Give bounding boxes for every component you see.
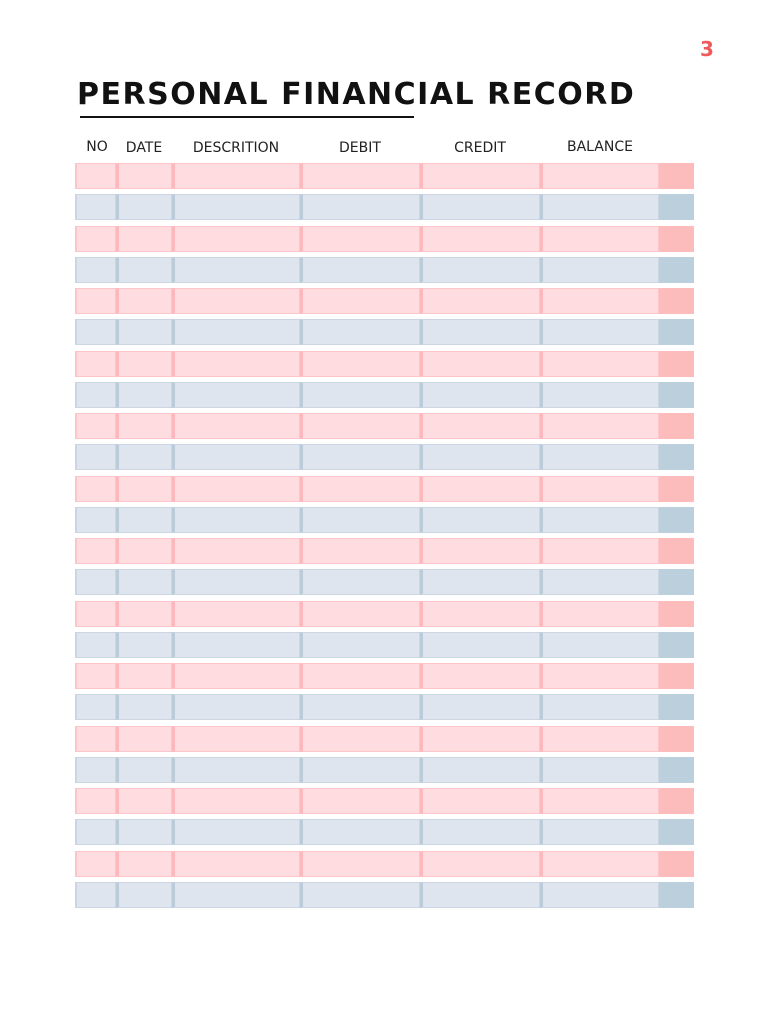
cell-end-tab xyxy=(659,226,694,252)
cell-balance[interactable] xyxy=(540,226,659,252)
cell-end-tab xyxy=(659,288,694,314)
cell-end-tab xyxy=(659,163,694,189)
cell-no[interactable] xyxy=(75,601,116,627)
column-header-debit: DEBIT xyxy=(339,140,381,156)
cell-balance[interactable] xyxy=(540,194,659,220)
cell-description[interactable] xyxy=(172,663,300,689)
cell-end-tab xyxy=(659,194,694,220)
cell-debit[interactable] xyxy=(300,226,420,252)
cell-end-tab xyxy=(659,694,694,720)
cell-balance[interactable] xyxy=(540,663,659,689)
cell-debit[interactable] xyxy=(300,444,420,470)
cell-description[interactable] xyxy=(172,288,300,314)
cell-description[interactable] xyxy=(172,632,300,658)
cell-balance[interactable] xyxy=(540,851,659,877)
cell-debit[interactable] xyxy=(300,319,420,345)
cell-end-tab xyxy=(659,444,694,470)
cell-debit[interactable] xyxy=(300,476,420,502)
cell-description[interactable] xyxy=(172,226,300,252)
column-header-credit: CREDIT xyxy=(454,140,506,156)
cell-balance[interactable] xyxy=(540,726,659,752)
cell-description[interactable] xyxy=(172,882,300,908)
cell-description[interactable] xyxy=(172,476,300,502)
cell-description[interactable] xyxy=(172,569,300,595)
cell-end-tab xyxy=(659,538,694,564)
cell-end-tab xyxy=(659,569,694,595)
cell-credit[interactable] xyxy=(420,194,540,220)
page-number: 3 xyxy=(700,37,714,61)
cell-description[interactable] xyxy=(172,351,300,377)
cell-debit[interactable] xyxy=(300,601,420,627)
table-row xyxy=(75,726,694,752)
cell-description[interactable] xyxy=(172,851,300,877)
cell-description[interactable] xyxy=(172,694,300,720)
cell-description[interactable] xyxy=(172,319,300,345)
column-header-no: NO xyxy=(86,139,108,155)
cell-no[interactable] xyxy=(75,413,116,439)
cell-debit[interactable] xyxy=(300,819,420,845)
cell-no[interactable] xyxy=(75,382,116,408)
table-row xyxy=(75,194,694,220)
cell-date[interactable] xyxy=(116,257,172,283)
cell-debit[interactable] xyxy=(300,632,420,658)
cell-no[interactable] xyxy=(75,569,116,595)
cell-end-tab xyxy=(659,726,694,752)
table-row xyxy=(75,351,694,377)
table-row xyxy=(75,757,694,783)
cell-date[interactable] xyxy=(116,319,172,345)
table-row xyxy=(75,444,694,470)
cell-end-tab xyxy=(659,319,694,345)
cell-end-tab xyxy=(659,663,694,689)
cell-debit[interactable] xyxy=(300,663,420,689)
table-row xyxy=(75,882,694,908)
table-row xyxy=(75,851,694,877)
table-row xyxy=(75,694,694,720)
cell-end-tab xyxy=(659,476,694,502)
cell-no[interactable] xyxy=(75,476,116,502)
cell-credit[interactable] xyxy=(420,819,540,845)
cell-date[interactable] xyxy=(116,413,172,439)
cell-date[interactable] xyxy=(116,444,172,470)
cell-credit[interactable] xyxy=(420,288,540,314)
cell-no[interactable] xyxy=(75,757,116,783)
cell-description[interactable] xyxy=(172,257,300,283)
cell-debit[interactable] xyxy=(300,694,420,720)
cell-credit[interactable] xyxy=(420,257,540,283)
cell-balance[interactable] xyxy=(540,444,659,470)
cell-balance[interactable] xyxy=(540,538,659,564)
cell-date[interactable] xyxy=(116,507,172,533)
cell-credit[interactable] xyxy=(420,413,540,439)
table-row xyxy=(75,538,694,564)
table-row xyxy=(75,819,694,845)
cell-balance[interactable] xyxy=(540,788,659,814)
cell-credit[interactable] xyxy=(420,882,540,908)
cell-credit[interactable] xyxy=(420,663,540,689)
cell-date[interactable] xyxy=(116,351,172,377)
cell-credit[interactable] xyxy=(420,538,540,564)
cell-debit[interactable] xyxy=(300,507,420,533)
cell-credit[interactable] xyxy=(420,851,540,877)
cell-no[interactable] xyxy=(75,163,116,189)
cell-balance[interactable] xyxy=(540,569,659,595)
cell-credit[interactable] xyxy=(420,569,540,595)
cell-date[interactable] xyxy=(116,694,172,720)
cell-no[interactable] xyxy=(75,538,116,564)
cell-no[interactable] xyxy=(75,226,116,252)
column-header-description: DESCRITION xyxy=(192,140,280,156)
cell-debit[interactable] xyxy=(300,882,420,908)
cell-credit[interactable] xyxy=(420,632,540,658)
cell-debit[interactable] xyxy=(300,257,420,283)
cell-balance[interactable] xyxy=(540,413,659,439)
table-row xyxy=(75,288,694,314)
page-title: PERSONAL FINANCIAL RECORD xyxy=(77,77,636,112)
table-row xyxy=(75,507,694,533)
cell-date[interactable] xyxy=(116,194,172,220)
cell-balance[interactable] xyxy=(540,819,659,845)
cell-end-tab xyxy=(659,851,694,877)
cell-credit[interactable] xyxy=(420,476,540,502)
cell-credit[interactable] xyxy=(420,163,540,189)
column-header-balance: BALANCE xyxy=(567,139,633,155)
cell-credit[interactable] xyxy=(420,382,540,408)
cell-date[interactable] xyxy=(116,601,172,627)
cell-no[interactable] xyxy=(75,351,116,377)
cell-balance[interactable] xyxy=(540,288,659,314)
table-row xyxy=(75,382,694,408)
cell-debit[interactable] xyxy=(300,726,420,752)
cell-no[interactable] xyxy=(75,882,116,908)
cell-date[interactable] xyxy=(116,882,172,908)
cell-balance[interactable] xyxy=(540,882,659,908)
cell-date[interactable] xyxy=(116,819,172,845)
cell-debit[interactable] xyxy=(300,351,420,377)
cell-date[interactable] xyxy=(116,788,172,814)
cell-end-tab xyxy=(659,819,694,845)
cell-date[interactable] xyxy=(116,569,172,595)
cell-description[interactable] xyxy=(172,788,300,814)
cell-no[interactable] xyxy=(75,194,116,220)
cell-debit[interactable] xyxy=(300,569,420,595)
table-row xyxy=(75,788,694,814)
cell-date[interactable] xyxy=(116,726,172,752)
cell-date[interactable] xyxy=(116,757,172,783)
cell-end-tab xyxy=(659,788,694,814)
cell-debit[interactable] xyxy=(300,413,420,439)
cell-date[interactable] xyxy=(116,476,172,502)
cell-credit[interactable] xyxy=(420,601,540,627)
cell-debit[interactable] xyxy=(300,163,420,189)
cell-end-tab xyxy=(659,882,694,908)
table-row xyxy=(75,476,694,502)
cell-description[interactable] xyxy=(172,163,300,189)
cell-description[interactable] xyxy=(172,382,300,408)
cell-debit[interactable] xyxy=(300,851,420,877)
cell-end-tab xyxy=(659,507,694,533)
cell-end-tab xyxy=(659,351,694,377)
cell-debit[interactable] xyxy=(300,788,420,814)
cell-credit[interactable] xyxy=(420,319,540,345)
cell-description[interactable] xyxy=(172,444,300,470)
cell-date[interactable] xyxy=(116,632,172,658)
cell-description[interactable] xyxy=(172,413,300,439)
cell-no[interactable] xyxy=(75,319,116,345)
cell-balance[interactable] xyxy=(540,601,659,627)
cell-balance[interactable] xyxy=(540,757,659,783)
title-underline xyxy=(80,116,414,118)
cell-balance[interactable] xyxy=(540,319,659,345)
cell-description[interactable] xyxy=(172,757,300,783)
table-row xyxy=(75,257,694,283)
cell-balance[interactable] xyxy=(540,382,659,408)
cell-description[interactable] xyxy=(172,194,300,220)
cell-date[interactable] xyxy=(116,163,172,189)
cell-no[interactable] xyxy=(75,694,116,720)
cell-balance[interactable] xyxy=(540,163,659,189)
cell-date[interactable] xyxy=(116,288,172,314)
cell-credit[interactable] xyxy=(420,694,540,720)
cell-credit[interactable] xyxy=(420,444,540,470)
cell-no[interactable] xyxy=(75,632,116,658)
cell-balance[interactable] xyxy=(540,507,659,533)
table-row xyxy=(75,226,694,252)
cell-credit[interactable] xyxy=(420,351,540,377)
cell-no[interactable] xyxy=(75,819,116,845)
cell-no[interactable] xyxy=(75,444,116,470)
cell-no[interactable] xyxy=(75,288,116,314)
cell-no[interactable] xyxy=(75,507,116,533)
cell-debit[interactable] xyxy=(300,288,420,314)
table-row xyxy=(75,569,694,595)
cell-date[interactable] xyxy=(116,226,172,252)
cell-no[interactable] xyxy=(75,788,116,814)
cell-debit[interactable] xyxy=(300,538,420,564)
cell-balance[interactable] xyxy=(540,476,659,502)
cell-balance[interactable] xyxy=(540,694,659,720)
cell-description[interactable] xyxy=(172,726,300,752)
cell-end-tab xyxy=(659,757,694,783)
table-row xyxy=(75,632,694,658)
cell-no[interactable] xyxy=(75,257,116,283)
cell-balance[interactable] xyxy=(540,351,659,377)
cell-description[interactable] xyxy=(172,601,300,627)
cell-description[interactable] xyxy=(172,538,300,564)
cell-credit[interactable] xyxy=(420,788,540,814)
table-row xyxy=(75,163,694,189)
cell-credit[interactable] xyxy=(420,757,540,783)
cell-debit[interactable] xyxy=(300,382,420,408)
table-row xyxy=(75,413,694,439)
cell-debit[interactable] xyxy=(300,194,420,220)
cell-balance[interactable] xyxy=(540,632,659,658)
cell-credit[interactable] xyxy=(420,726,540,752)
table-row xyxy=(75,601,694,627)
column-header-date: DATE xyxy=(125,140,163,156)
cell-date[interactable] xyxy=(116,538,172,564)
cell-no[interactable] xyxy=(75,851,116,877)
cell-end-tab xyxy=(659,632,694,658)
cell-credit[interactable] xyxy=(420,507,540,533)
cell-no[interactable] xyxy=(75,726,116,752)
cell-description[interactable] xyxy=(172,507,300,533)
table-row xyxy=(75,319,694,345)
cell-credit[interactable] xyxy=(420,226,540,252)
cell-end-tab xyxy=(659,382,694,408)
table-row xyxy=(75,663,694,689)
cell-description[interactable] xyxy=(172,819,300,845)
cell-date[interactable] xyxy=(116,382,172,408)
cell-end-tab xyxy=(659,257,694,283)
cell-end-tab xyxy=(659,601,694,627)
cell-date[interactable] xyxy=(116,663,172,689)
cell-balance[interactable] xyxy=(540,257,659,283)
cell-debit[interactable] xyxy=(300,757,420,783)
cell-no[interactable] xyxy=(75,663,116,689)
cell-date[interactable] xyxy=(116,851,172,877)
cell-end-tab xyxy=(659,413,694,439)
